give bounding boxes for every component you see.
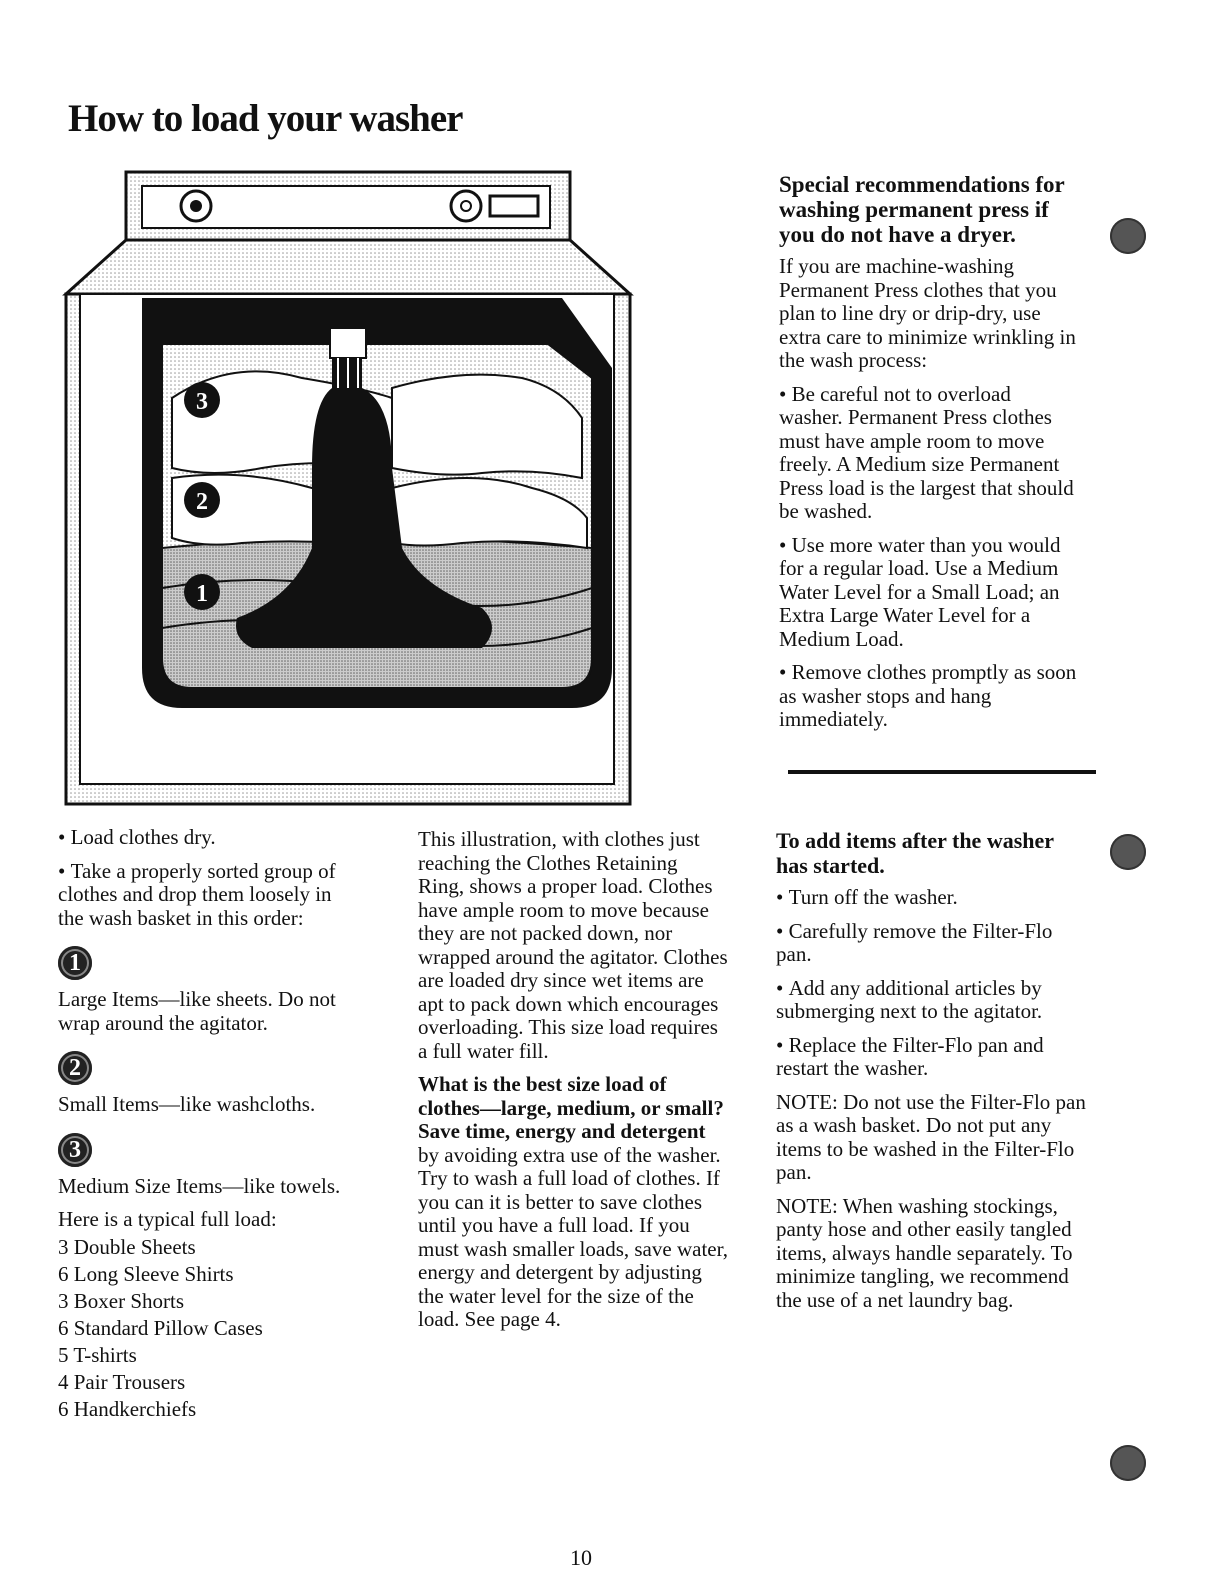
callout-2 [184,482,220,518]
display-window-icon [490,196,538,216]
note-filter-flo: NOTE: Do not use the Filter-Flo pan as a wash basket. Do not put any items to be washed in the Filter-Flo pan. [776,1089,1086,1184]
section-divider [788,770,1096,774]
bullet-remove-pan: • Carefully remove the Filter-Flo pan. [776,920,1086,967]
add-items-heading: To add items after the washer has started. [776,828,1054,878]
punch-hole-icon [1110,218,1146,254]
bullet-turn-off: • Turn off the washer. [776,886,1086,910]
svg-text:1: 1 [196,581,208,607]
punch-hole-icon [1110,1445,1146,1481]
page-number: 10 [570,1545,592,1570]
svg-text:2: 2 [196,489,208,515]
step-3-text: Medium Size Items—like towels. [58,1173,341,1198]
full-load-intro: Here is a typical full load: [58,1207,277,1231]
list-item: 5 T-shirts [58,1342,137,1367]
svg-text:3: 3 [196,389,208,415]
bullet-replace-pan: • Replace the Filter-Flo pan and restart the washer. [776,1034,1086,1081]
best-size-paragraph [418,1073,728,1332]
bullet-add-articles: • Add any additional articles by submerging next to the agitator. [776,977,1086,1024]
callout-1 [184,574,220,610]
step-1-text: Large Items—like sheets. Do not wrap around the agitator. [58,987,336,1035]
bullet-sorted-group: • Take a properly sorted group of clothes and drop them loosely in the wash basket in this order: [58,860,358,931]
middle-column [418,828,728,1342]
step-1-badge: 1 [58,946,92,980]
list-item: 6 Standard Pillow Cases [58,1315,263,1340]
permanent-press-intro: If you are machine-washing Permanent Press clothes that you plan to line dry or drip-dry, use extra care to minimize wrinkling in the wash process: [779,254,1076,372]
best-size-body: by avoiding extra use of the washer. Try to wash a full load of clothes. If you can it is better to save clothes until you have a full load. If you must wash smaller loads, save water, energy and detergent by adjusting the water level for the size of the load. See page 4. [418,1142,728,1331]
permanent-press-heading: Special recommendations for washing permanent press if you do not have a dryer. [779,172,1065,247]
list-item: 3 Double Sheets [58,1234,196,1259]
punch-hole-icon [1110,834,1146,870]
bullet-remove-promptly: • Remove clothes promptly as soon as washer stops and hang immediately. [779,661,1079,732]
step-2-text: Small Items—like washcloths. [58,1092,316,1116]
list-item: 4 Pair Trousers [58,1369,186,1394]
list-item: 6 Handkerchiefs [58,1396,197,1421]
note-stockings: NOTE: When washing stockings, panty hose and other easily tangled items, always handle separately. To minimize tangling, we recommend the use of a net laundry bag. [776,1193,1073,1312]
bullet-load-dry: • Load clothes dry. [58,826,358,850]
best-size-heading: What is the best size load of clothes—large, medium, or small? Save time, energy and detergent [418,1072,724,1143]
full-load-list [58,1234,358,1423]
knob-icon [451,191,481,221]
page-title: How to load your washer [68,97,463,140]
list-item: 3 Boxer Shorts [58,1288,184,1313]
washer-illustration [62,168,638,816]
left-column [58,826,358,1423]
step-2-badge: 2 [58,1051,92,1085]
list-item: 6 Long Sleeve Shirts [58,1261,234,1286]
add-items-section [776,828,1086,1322]
callout-3 [184,382,220,418]
step-3-badge: 3 [58,1133,92,1167]
illustration-explanation: This illustration, with clothes just reaching the Clothes Retaining Ring, shows a proper load. Clothes have ample room to move because they are not packed down, nor wrapped around the agitator. Clothes are loaded dry since wet items are apt to pack down which encourages overloading. This size load requires a full water fill. [418,827,728,1063]
bullet-more-water: • Use more water than you would for a regular load. Use a Medium Water Level for a Small Load; an Extra Large Water Level for a Medium Load. [779,534,1079,652]
bullet-overload: • Be careful not to overload washer. Permanent Press clothes must have ample room to move freely. A Medium size Permanent Press load is the largest that should be washed. [779,383,1079,524]
permanent-press-section [779,172,1079,742]
